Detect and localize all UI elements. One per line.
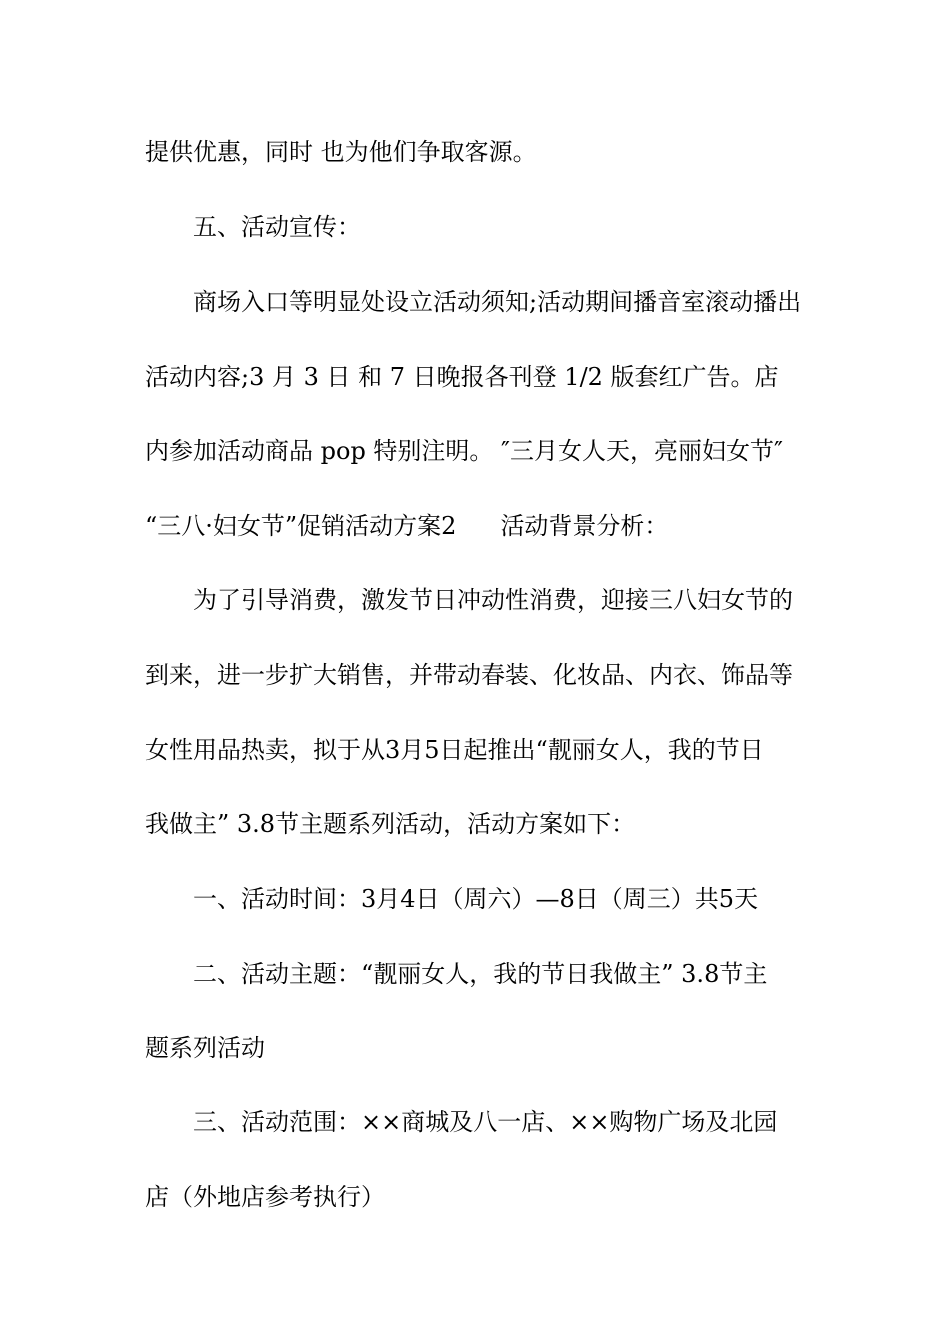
- plan-title: “三八·妇女节”促销活动方案2: [145, 512, 457, 540]
- section-activity-theme: 二、活动主题：“靓丽女人，我的节日我做主” 3.8节主: [193, 960, 768, 988]
- paragraph-line: 店（外地店参考执行）: [145, 1183, 385, 1211]
- plan-title-line: [145, 511, 825, 541]
- section-activity-time: 一、活动时间：3月4日（周六）—8日（周三）共5天: [193, 885, 759, 913]
- paragraph-line: 提供优惠，同时 也为他们争取客源。: [145, 138, 537, 166]
- paragraph-line: 女性用品热卖，拟于从3月5日起推出“靓丽女人，我的节日: [145, 736, 764, 764]
- paragraph-line: 题系列活动: [145, 1034, 265, 1062]
- paragraph-line: 我做主” 3.8节主题系列活动，活动方案如下：: [145, 810, 636, 838]
- section-heading-publicity: 五、活动宣传：: [193, 213, 361, 241]
- paragraph-line: 活动内容;3 月 3 日 和 7 日晚报各刊登 1/2 版套红广告。店: [145, 363, 779, 391]
- paragraph-line: 内参加活动商品 pop 特别注明。 ″三月女人天，亮丽妇女节″: [145, 437, 783, 465]
- section-activity-scope: 三、活动范围：××商城及八一店、××购物广场及北园: [193, 1108, 778, 1136]
- paragraph-line: 商场入口等明显处设立活动须知;活动期间播音室滚动播出: [193, 288, 802, 316]
- paragraph-line: 到来，进一步扩大销售，并带动春装、化妆品、内衣、饰品等: [145, 661, 793, 689]
- paragraph-line: 为了引导消费，激发节日冲动性消费，迎接三八妇女节的: [193, 586, 793, 614]
- section-heading-background: 活动背景分析：: [500, 512, 669, 540]
